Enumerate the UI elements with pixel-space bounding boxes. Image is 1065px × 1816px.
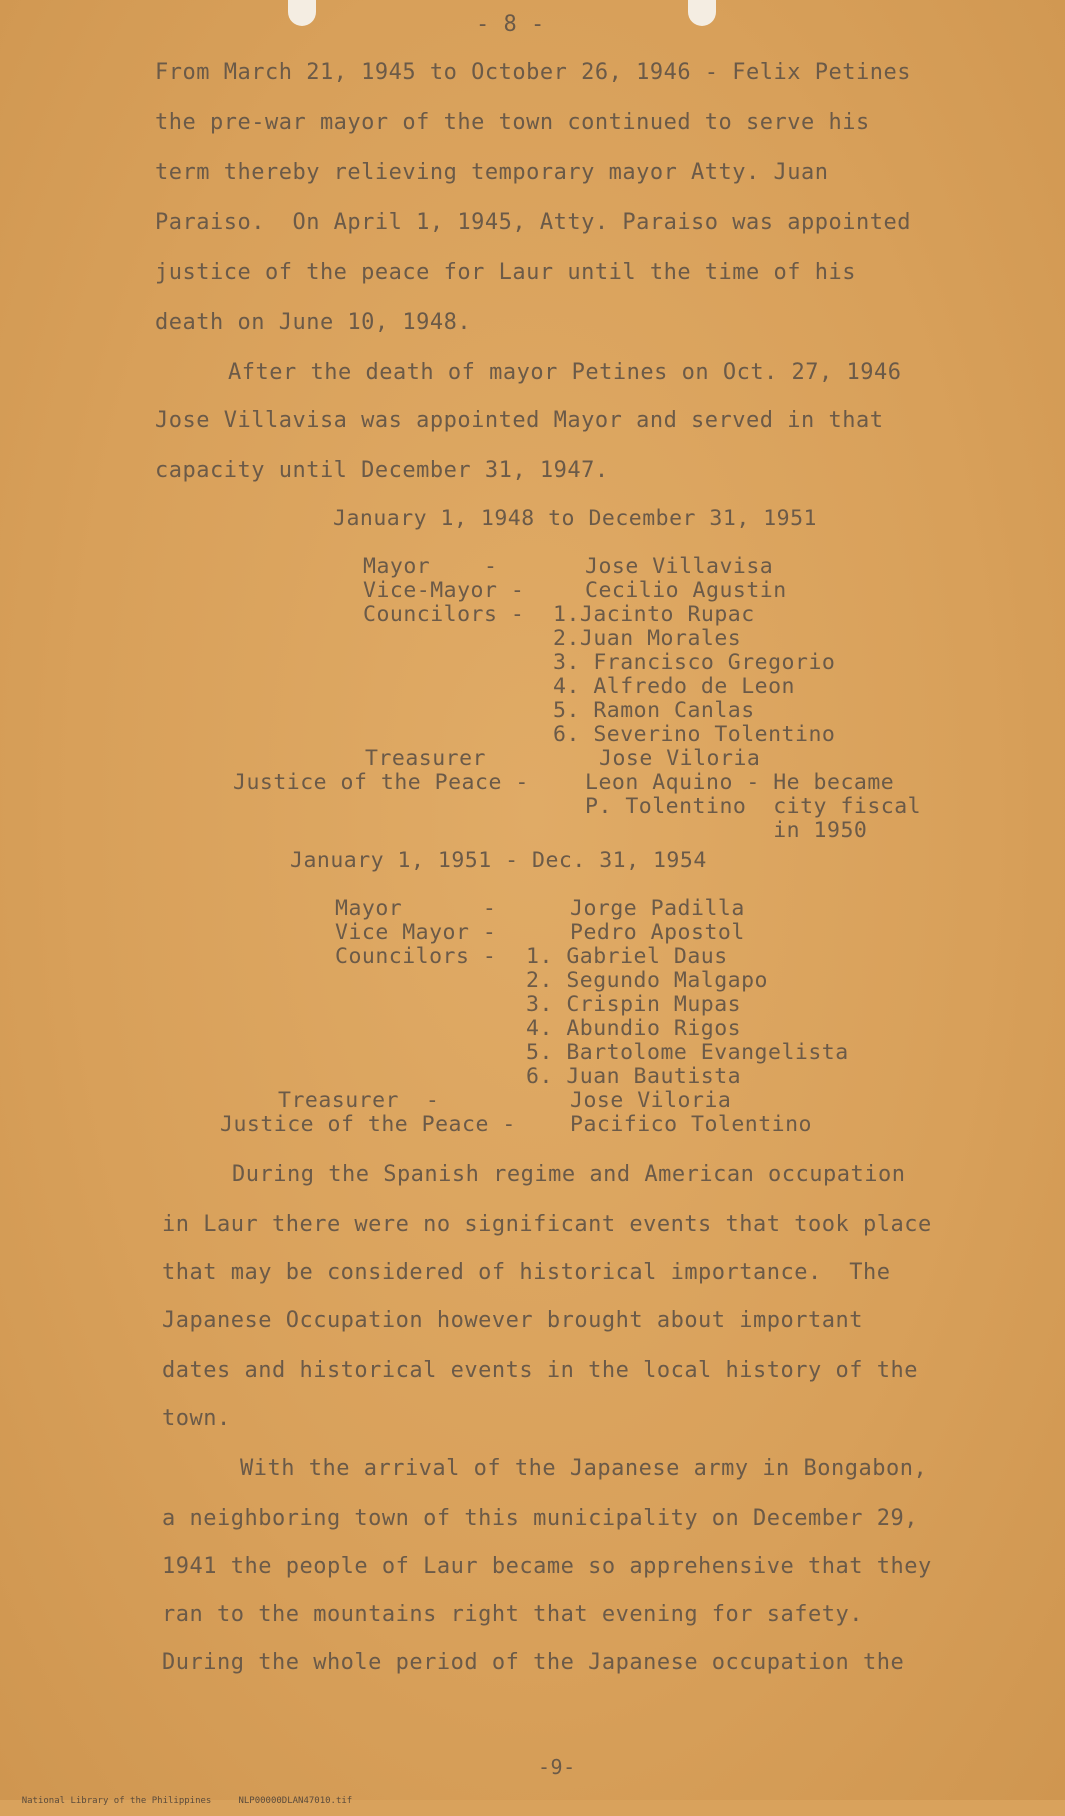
official-name: 1.Jacinto Rupac	[553, 602, 755, 627]
official-name: Jose Villavisa	[585, 554, 774, 579]
role-label: Treasurer -	[278, 1088, 440, 1113]
text-line: From March 21, 1945 to October 26, 1946 - Felix Petines	[155, 60, 911, 85]
footer-filename: NLP00000DLAN47010.tif	[238, 1796, 353, 1806]
text-line: During the whole period of the Japanese occupation the	[162, 1650, 905, 1675]
term-heading: January 1, 1951 - Dec. 31, 1954	[290, 848, 707, 873]
role-label: Mayor -	[335, 896, 497, 921]
role-label: Mayor -	[363, 554, 498, 579]
official-name: Pacifico Tolentino	[570, 1112, 812, 1137]
official-name: 5. Ramon Canlas	[553, 698, 755, 723]
text-line: death on June 10, 1948.	[155, 310, 472, 335]
text-line: dates and historical events in the local history of the	[162, 1358, 918, 1383]
text-line: With the arrival of the Japanese army in Bongabon,	[240, 1456, 928, 1481]
official-name: Jose Viloria	[599, 746, 761, 771]
official-name: 3. Francisco Gregorio	[553, 650, 836, 675]
role-label: Justice of the Peace -	[220, 1112, 516, 1137]
text-line: that may be considered of historical importance. The	[162, 1260, 891, 1285]
official-name: 4. Abundio Rigos	[526, 1016, 742, 1041]
bottom-page-mark: -9-	[538, 1755, 576, 1779]
archive-footer	[0, 1786, 352, 1816]
text-line: Japanese Occupation however brought about important	[162, 1308, 864, 1333]
term-heading: January 1, 1948 to December 31, 1951	[333, 506, 817, 531]
official-name: 1. Gabriel Daus	[526, 944, 728, 969]
official-name: 5. Bartolome Evangelista	[526, 1040, 849, 1065]
text-line: Paraiso. On April 1, 1945, Atty. Paraiso was appointed	[155, 210, 911, 235]
official-name: 2.Juan Morales	[553, 626, 742, 651]
text-line: justice of the peace for Laur until the time of his	[155, 260, 857, 285]
official-name: in 1950	[585, 818, 868, 843]
official-name: 2. Segundo Malgapo	[526, 968, 768, 993]
official-name: Leon Aquino - He became	[585, 770, 895, 795]
text-line: During the Spanish regime and American occupation	[232, 1162, 906, 1187]
role-label: Councilors -	[335, 944, 497, 969]
role-label: Councilors -	[363, 602, 525, 627]
role-label: Vice-Mayor -	[363, 578, 525, 603]
role-label: Justice of the Peace -	[233, 770, 529, 795]
text-line: the pre-war mayor of the town continued to serve his	[155, 110, 870, 135]
text-line: 1941 the people of Laur became so apprehensive that they	[162, 1554, 932, 1579]
text-line: a neighboring town of this municipality on December 29,	[162, 1506, 918, 1531]
official-name: P. Tolentino city fiscal	[585, 794, 922, 819]
text-line: ran to the mountains right that evening for safety.	[162, 1602, 864, 1627]
footer-institution: National Library of the Philippines	[21, 1796, 212, 1806]
text-line: After the death of mayor Petines on Oct. 27, 1946	[228, 360, 902, 385]
text-line: capacity until December 31, 1947.	[155, 458, 609, 483]
role-label: Vice Mayor -	[335, 920, 497, 945]
official-name: 6. Juan Bautista	[526, 1064, 742, 1089]
official-name: Jose Viloria	[570, 1088, 732, 1113]
text-line: Jose Villavisa was appointed Mayor and served in that	[155, 408, 884, 433]
text-line: term thereby relieving temporary mayor Atty. Juan	[155, 160, 829, 185]
role-label: Treasurer	[365, 746, 486, 771]
official-name: Pedro Apostol	[570, 920, 745, 945]
official-name: Jorge Padilla	[570, 896, 745, 921]
official-name: 6. Severino Tolentino	[553, 722, 836, 747]
official-name: 4. Alfredo de Leon	[553, 674, 795, 699]
page-number: - 8 -	[476, 12, 545, 37]
official-name: 3. Crispin Mupas	[526, 992, 742, 1017]
punch-hole-left	[288, 0, 316, 26]
text-line: town.	[162, 1406, 231, 1431]
punch-hole-right	[688, 0, 716, 26]
text-line: in Laur there were no significant events that took place	[162, 1212, 932, 1237]
official-name: Cecilio Agustin	[585, 578, 787, 603]
